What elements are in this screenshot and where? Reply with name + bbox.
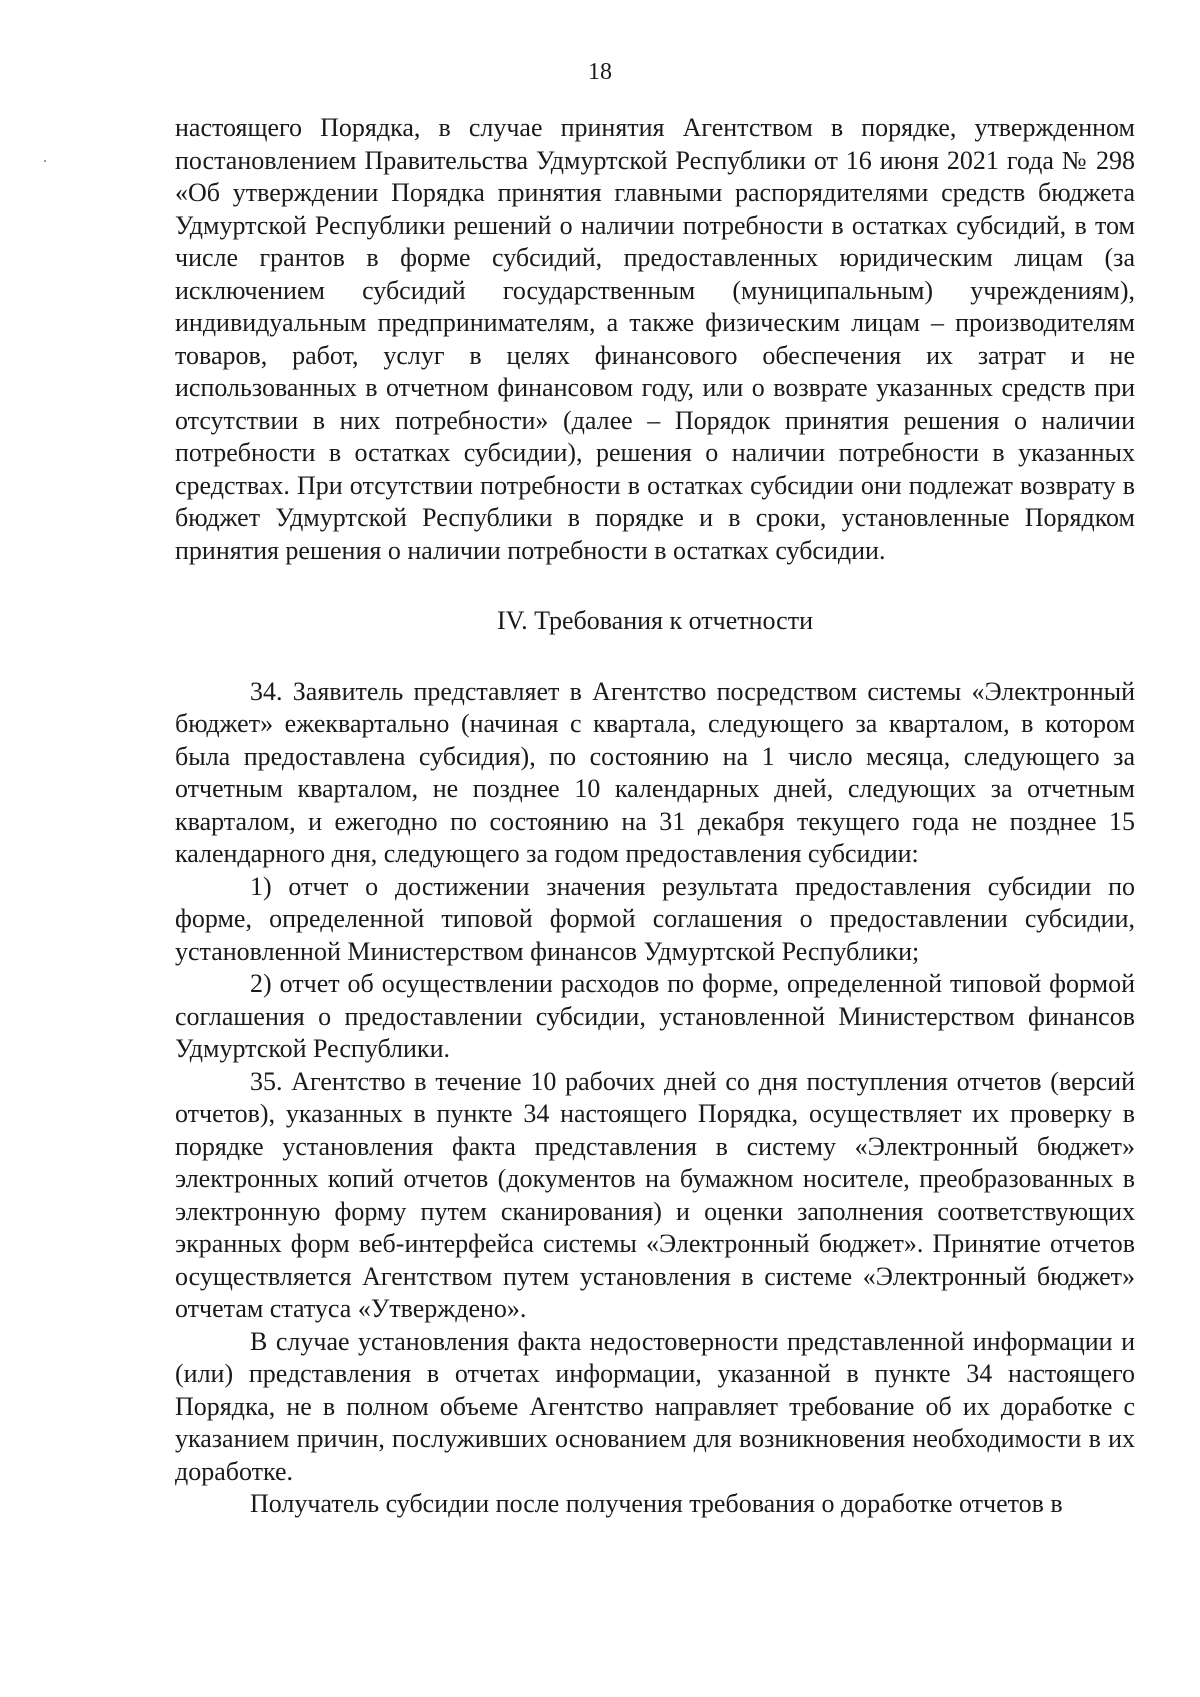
section-heading: IV. Требования к отчетности [496,606,813,635]
list-item-2: 2) отчет об осуществлении расходов по форме, определенной типовой формой соглашения о предоставлении субсидии, установленной Министерством финансов Удмуртской Республики. [175,969,1135,1063]
list-item-1: 1) отчет о достижении значения результата предоставления субсидии по форме, определенной типовой формой соглашения о предоставлении субсидии, установленной Министерством финансов Удмуртской Республики; [175,871,1135,966]
paragraph-34: 34. Заявитель представляет в Агентство посредством системы «Электронный бюджет» ежеквартально (начиная с квартала, следующего за кварталом, в котором была предоставлена субсидия), по состоянию на 1 число месяца, следующего за отчетным кварталом, не позднее 10 календарных дней, следующих за отчетным кварталом, и ежегодно по состоянию на 31 декабря текущего года не позднее 15 календарного дня, следующего за годом предоставления субсидии: [175,676,1135,868]
scan-artifact [44,160,46,162]
paragraph-continuation: настоящего Порядка, в случае принятия Агентством в порядке, утвержденном постановлением Правительства Удмуртской Республики от 16 июня 2021 года № 298 «Об утверждении Порядка принятия главными распорядителями средств бюджета Удмуртской Республики решений о наличии потребности в остатках субсидий, в том числе грантов в форме субсидий, предоставленных юридическим лицам (за исключением субсидий государственным (муниципальным) учреждениям), индивидуальным предпринимателям, а также физическим лицам – производителям товаров, работ, услуг в целях финансового обеспечения их затрат и не использованных в отчетном финансовом году, или о возврате указанных средств при отсутствии в них потребности» (далее – Порядок принятия решения о наличии потребности в остатках субсидии), решения о наличии потребности в указанных средствах. При отсутствии потребности в остатках субсидии они подлежат возврату в бюджет Удмуртской Республики в порядке и в сроки, установленные Порядком принятия решения о наличии потребности в остатках субсидии. [175,113,1135,565]
paragraph-35: 35. Агентство в течение 10 рабочих дней со дня поступления отчетов (версий отчетов), указанных в пункте 34 настоящего Порядка, осуществляет их проверку в порядке установления факта представления в систему «Электронный бюджет» электронных копий отчетов (документов на бумажном носителе, преобразованных в электронную форму путем сканирования) и оценки заполнения соответствующих экранных форм веб-интерфейса системы «Электронный бюджет». Принятие отчетов осуществляется Агентством путем установления в системе «Электронный бюджет» отчетам статуса «Утверждено». [175,1066,1135,1323]
document-body [175,112,1135,1521]
page-number: 18 [588,59,612,85]
paragraph-35-discrepancy: В случае установления факта недостоверности представленной информации и (или) представления в отчетах информации, указанной в пункте 34 настоящего Порядка, не в полном объеме Агентство направляет требование об их доработке с указанием причин, послуживших основанием для возникновения необходимости в их доработке. [175,1326,1135,1486]
paragraph-35-recipient: Получатель субсидии после получения требования о доработке отчетов в [250,1489,1063,1518]
